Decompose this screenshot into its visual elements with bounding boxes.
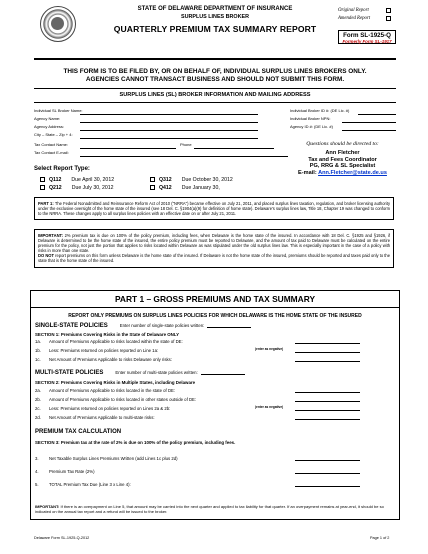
formerly-form: Formerly Form SL-1917 xyxy=(342,39,392,45)
filing-banner xyxy=(40,68,390,84)
field-agency-name[interactable]: Agency Name: xyxy=(34,117,60,122)
line-1a[interactable]: 1a. Amount of Premiums Applicable to risks located within the state of DE: xyxy=(35,339,183,344)
line-1a-field[interactable] xyxy=(295,343,360,344)
line-2a[interactable]: 2a. Amount of Premiums Applicable to risks located in the state of DE: xyxy=(35,388,175,393)
broker-section-divider xyxy=(34,102,396,103)
field-agency-id[interactable]: Agency ID #: (DE Lic. #) xyxy=(290,125,333,130)
header-divider xyxy=(34,58,396,60)
q112-checkbox[interactable] xyxy=(40,177,45,182)
field-city-state-zip[interactable]: City – State – Zip + 4: xyxy=(34,133,73,138)
contact-email-row xyxy=(290,170,395,177)
delaware-seal-icon xyxy=(40,6,76,42)
field-broker-npn[interactable]: Individual Broker NPN: xyxy=(290,117,330,122)
line-1b-field[interactable] xyxy=(295,352,360,353)
multi-state-count-field[interactable] xyxy=(201,374,245,375)
section1-label: SECTION 1: Premiums Covering Risks in the State of Delaware ONLY xyxy=(35,332,180,337)
contact-email-link[interactable]: Ann.Fletcher@state.de.us xyxy=(318,169,387,176)
footer-page-number: Page 1 of 2 xyxy=(370,536,390,540)
line-5-field[interactable] xyxy=(295,486,360,487)
line-5[interactable]: 5. TOTAL Premium Tax Due (Line 3 x Line 4): xyxy=(35,482,131,487)
field-tax-contact-name[interactable]: Tax Contact Name: xyxy=(34,143,68,148)
contact-role-1: Tax and Fees Coordinator xyxy=(308,156,377,163)
line-4-field[interactable] xyxy=(295,473,360,474)
banner-line-1: THIS FORM IS TO BE FILED BY, OR ON BEHALF OF, INDIVIDUAL SURPLUS LINES BROKERS ONLY. xyxy=(63,68,367,75)
questions-heading: Questions should be directed to: xyxy=(306,141,379,147)
single-state-count-field[interactable] xyxy=(207,327,251,328)
form-header xyxy=(100,6,330,34)
field-agency-address[interactable]: Agency Address: xyxy=(34,125,64,130)
line-2c[interactable]: 2c. Less: Premiums returned on policies reported on Lines 2a & 2b: (enter as negative) xyxy=(35,406,170,411)
overpayment-note: IMPORTANT: If there is an overpayment on Line 5, that amount may be carried into the next quarter and applied to tax liability for that quarter. If an overpayment remains at year-end, it should be so indicated on the annual tax report and a refund will be issued to the broker. xyxy=(35,504,384,514)
tax-calc-heading: PREMIUM TAX CALCULATION xyxy=(35,429,122,435)
field-broker-id[interactable]: Individual Broker ID #: (DE Lic. #) xyxy=(290,109,349,114)
line-2b-field[interactable] xyxy=(295,401,360,402)
form-number-box xyxy=(338,30,396,44)
part1-section xyxy=(30,290,400,520)
form-number: Form SL-1925-Q xyxy=(343,32,391,39)
part1-divider xyxy=(31,307,399,308)
q212-checkbox[interactable] xyxy=(40,185,45,190)
amended-report-option[interactable] xyxy=(338,16,384,22)
report-type-q112[interactable]: Q112 Due April 30, 2012 xyxy=(40,177,114,183)
line-4[interactable]: 4. Premium Tax Rate (2%) xyxy=(35,469,95,474)
contact-block xyxy=(290,150,395,176)
broker-section-title: SURPLUS LINES (SL) BROKER INFORMATION AND MAILING ADDRESS xyxy=(119,92,311,98)
line-1b[interactable]: 1b. Less: Premiums returned on policies reported on Line 1a: (enter as negative) xyxy=(35,348,158,353)
page-title: QUARTERLY PREMIUM TAX SUMMARY REPORT xyxy=(113,23,317,34)
part1-instructions: REPORT ONLY PREMIUMS ON SURPLUS LINES POLICIES FOR WHICH DELAWARE IS THE HOME STATE OF THE INSURED xyxy=(68,313,362,319)
email-label: E-mail: xyxy=(298,169,317,176)
original-report-label: Original Report xyxy=(338,8,369,13)
footer-form-id: Delaware Form SL-1925-Q-2012 xyxy=(34,536,90,540)
q312-checkbox[interactable] xyxy=(150,177,155,182)
line-3-field[interactable] xyxy=(295,460,360,461)
important-notice: IMPORTANT: 2% premium tax is due on 100% of the policy premium, including fees, when Delaware is the home state of the insured. In accordance with 18 Del. C. §1925 and §1926, if Delaware is determined to be the home state of the insured, the entire policy premium must be reported to Delaware, and the amount of tax paid to Delaware must be calculated on the entire premium for the policy, not just the portion that applies to risks located within Delaware as was stipulated under the old surplus lines law. This is especially important in the case of a policy with risks in more than one state. DO NOT report premiums on this form unless Delaware is the home state of the insured. If Delaware is not the home state of the insured, premiums should be reported and taxes paid only to the state that is the home state of the insured. xyxy=(34,229,394,268)
report-type-q312[interactable]: Q312 Due October 30, 2012 xyxy=(150,177,233,183)
banner-divider xyxy=(34,88,396,89)
line-2b[interactable]: 2b. Amount of Premiums Applicable to risks located in other states outside of DE: xyxy=(35,397,196,402)
contact-role-2: PG, RRG & SL Specialist xyxy=(309,163,376,170)
amended-report-checkbox[interactable] xyxy=(386,16,391,21)
line-2a-field[interactable] xyxy=(295,392,360,393)
field-phone[interactable]: Phone xyxy=(180,143,192,148)
line-3[interactable]: 3. Net Taxable Surplus Lines Premiums Written (add Lines 1c plus 2d) xyxy=(35,456,178,461)
banner-line-2: AGENCIES CANNOT TRANSACT BUSINESS AND SHOULD NOT SUBMIT THIS FORM. xyxy=(85,76,345,83)
section2-label: SECTION 2: Premiums Covering Risks in Multiple States, including Delaware xyxy=(35,380,196,385)
line-2c-field[interactable] xyxy=(295,410,360,411)
multi-state-heading: MULTI-STATE POLICIES Enter number of multi-state policies written: xyxy=(35,370,245,377)
nrra-notice: PART 1: The Federal Nonadmitted and Reinsurance Reform Act of 2010 ("NRRA") became effective on July 21, 2011, and placed surplus lines taxation, regulation, and broker licensing authority under the exclusive oversight of the home state of the insured (see 18 Del. C. §1904(a)(9) for definition of home state). Delaware's surplus lines law, Title 18, Chapter 19 was changed to conform to the NRRA. These changes apply to all surplus lines policies with an effective date on or after July 21, 2011. xyxy=(34,197,394,220)
field-broker-name[interactable]: Individual SL Broker Name: xyxy=(34,109,83,114)
agency-name: STATE OF DELAWARE DEPARTMENT OF INSURANCE xyxy=(137,6,293,12)
line-1c[interactable]: 1c. Net Amount of Premiums Applicable to risks Delaware only risks: xyxy=(35,357,172,362)
line-2d[interactable]: 2d. Net Amount of Premiums Applicable to multi-state risks: xyxy=(35,415,155,420)
report-type-q212[interactable]: Q212 Due July 30, 2012 xyxy=(40,185,114,191)
section3-label: SECTION 3: Premium tax at the rate of 2% is due on 100% of the policy premium, including fees. xyxy=(35,440,236,445)
report-type-label: Select Report Type: xyxy=(34,166,90,172)
report-type-q412[interactable]: Q412 Due January 30, xyxy=(150,185,220,191)
original-report-checkbox[interactable] xyxy=(386,8,391,13)
field-tax-contact-email[interactable]: Tax Contact E-mail: xyxy=(34,151,69,156)
header-subtitle: SURPLUS LINES BROKER xyxy=(181,14,249,21)
q412-checkbox[interactable] xyxy=(150,185,155,190)
line-1c-field[interactable] xyxy=(295,361,360,362)
line-2d-field[interactable] xyxy=(295,419,360,420)
part1-title: PART 1 – GROSS PREMIUMS AND TAX SUMMARY xyxy=(114,294,316,304)
amended-report-label: Amended Report xyxy=(338,16,371,21)
contact-name: Ann Fletcher xyxy=(325,150,360,156)
single-state-heading: SINGLE-STATE POLICIES Enter number of single-state policies written: xyxy=(35,323,251,330)
original-report-option[interactable] xyxy=(338,8,384,14)
